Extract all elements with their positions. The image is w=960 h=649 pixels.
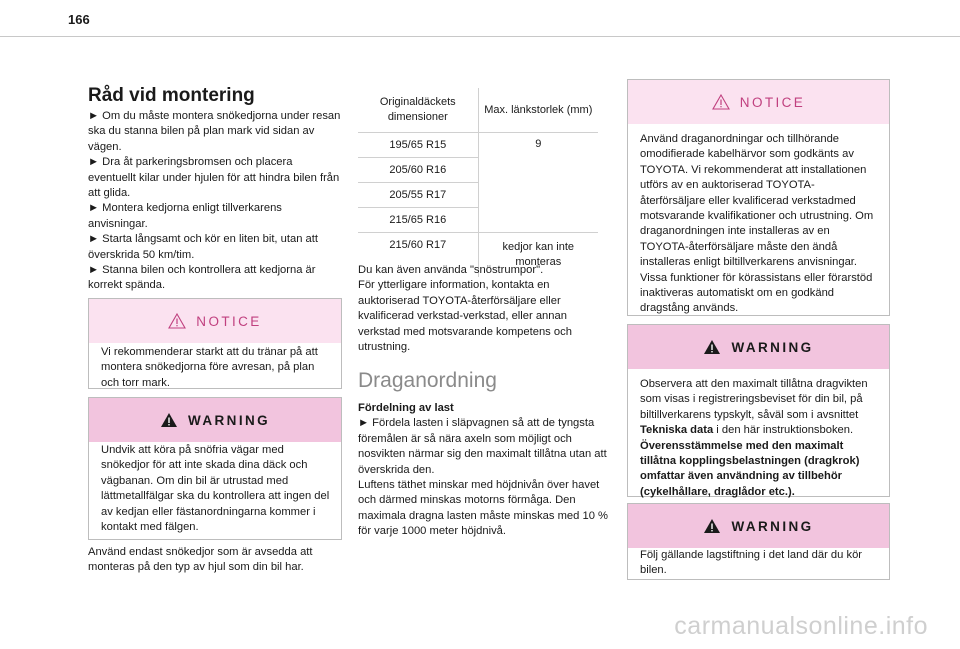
warning-text: Observera att den maximalt tillåtna dragvikten som visas i registreringsbeviset för din bil, på biltillverkarens typskylt, såväl som i avsnittet Tekniska data i den här instruktionsboken. Överensstämmelse med den maximalt tillåtna kopplingsbelastningen (dragkrok) omfattar även användning av tillbehör (cykelhållare, draglådor etc.).	[640, 378, 868, 498]
step-1: ► Om du måste montera snökedjorna under resan ska du stanna bilen på plan mark vid sidan av vägen.	[88, 110, 341, 153]
warning-triangle-icon	[703, 518, 721, 534]
notice-box-towing	[627, 79, 890, 316]
header-divider	[0, 36, 960, 37]
warning-title: WARNING	[731, 518, 814, 534]
step-5: ► Stanna bilen och kontrollera att kedjorna är korrekt spända.	[88, 264, 316, 292]
warning-text: Följ gällande lagstiftning i det land där du kör bilen.	[640, 549, 863, 577]
notice-text: Vi rekommenderar starkt att du tränar på att montera snökedjorna före avresan, på plan och torr mark.	[101, 346, 318, 389]
warning-header	[628, 325, 889, 369]
warning-text: Undvik att köra på snöfria vägar med snökedjor för att inte skada dina däck och vägbanan. Om din bil är utrustad med lättmetallfälgar ska du kontrollera att ingen del av kedjan eller fästanordningarna kommer i kontakt med fälgen.	[101, 444, 330, 534]
warning-header	[89, 398, 341, 442]
table-header-link: Max. länkstorlek (mm)	[478, 88, 598, 133]
warning-title: WARNING	[187, 412, 271, 428]
table-header-tyre: Originaldäckets dimensioner	[358, 88, 478, 133]
step-3: ► Montera kedjorna enligt tillverkarens anvisningar.	[88, 202, 282, 230]
load-distribution-text: Fördelning av last ► Fördela lasten i släpvagnen så att de tyngsta föremålen är så nära axeln som möjligt och nosvikten närmar sig den maximalt tillåtna utan att överskrida den. Luftens täthet minskar med höjdnivån över havet och därmed minskas motorns förmåga. Den maximala dragna lasten måste minskas med 10 % för varje 1000 meter höjdnivå.	[358, 402, 608, 538]
table-cell: 215/65 R16	[358, 208, 478, 233]
chain-info-text: Du kan även använda "snöstrumpor". För ytterligare information, kontakta en auktoriserad TOYOTA-återförsäljare eller kvalificerad verkstad-verkstad, eller annan verkstad med motsvarande kompetens och utrustning.	[358, 264, 572, 354]
warning-triangle-icon	[703, 339, 721, 355]
notice-text: Använd draganordningar och tillhörande omodifierade kabelhärvor som godkänts av TOYOTA. Vi rekommenderat att installationen utförs av en auktoriserad TOYOTA-återförsäljare eller kvalificerad verkstadmed motsvarande kvalifikationer och utrustning. Om draganordningen inte installeras av en TOYOTA-återförsäljare måste den ändå installeras enligt biltillverkarens anvisningar. Vissa funktioner för körassistans eller förarstöd inaktiveras automatiskt om en godkänd dragstång används.	[640, 133, 874, 315]
footer-note: Använd endast snökedjor som är avsedda att monteras på den typ av hjul som din bil har.	[88, 546, 313, 574]
caution-triangle-icon	[168, 313, 186, 329]
section-title-towing: Draganordning	[358, 369, 497, 392]
table-cell: 195/65 R15	[358, 133, 478, 158]
warning-triangle-icon	[160, 412, 178, 428]
step-2: ► Dra åt parkeringsbromsen och placera eventuellt kilar under hjulen för att hindra bilen från att glida.	[88, 156, 340, 200]
section-heading: Råd vid montering	[88, 85, 255, 106]
warning-box	[88, 397, 342, 540]
subheading: Fördelning av last	[358, 402, 454, 414]
table-cell-value: kedjor kan inte monteras	[478, 233, 598, 278]
caution-triangle-icon	[712, 94, 730, 110]
mounting-steps	[88, 109, 342, 294]
snow-chain-table	[358, 88, 598, 277]
watermark[interactable]: carmanualsonline.info	[674, 612, 928, 640]
notice-box	[88, 298, 342, 389]
table-cell: 205/60 R16	[358, 158, 478, 183]
step-4: ► Starta långsamt och kör en liten bit, utan att överskrida 50 km/tim.	[88, 233, 318, 261]
table-cell: 215/60 R17	[389, 239, 447, 251]
warning-box-towing-weight	[627, 324, 890, 497]
notice-header	[89, 299, 341, 343]
table-cell-value: 9	[478, 133, 598, 233]
warning-box-legislation	[627, 503, 890, 580]
table-cell: 205/55 R17	[358, 183, 478, 208]
notice-title: NOTICE	[739, 94, 806, 110]
notice-title: NOTICE	[196, 313, 262, 329]
notice-header	[628, 80, 889, 124]
page-number: 166	[68, 12, 90, 27]
warning-header	[628, 504, 889, 548]
warning-title: WARNING	[731, 339, 814, 355]
